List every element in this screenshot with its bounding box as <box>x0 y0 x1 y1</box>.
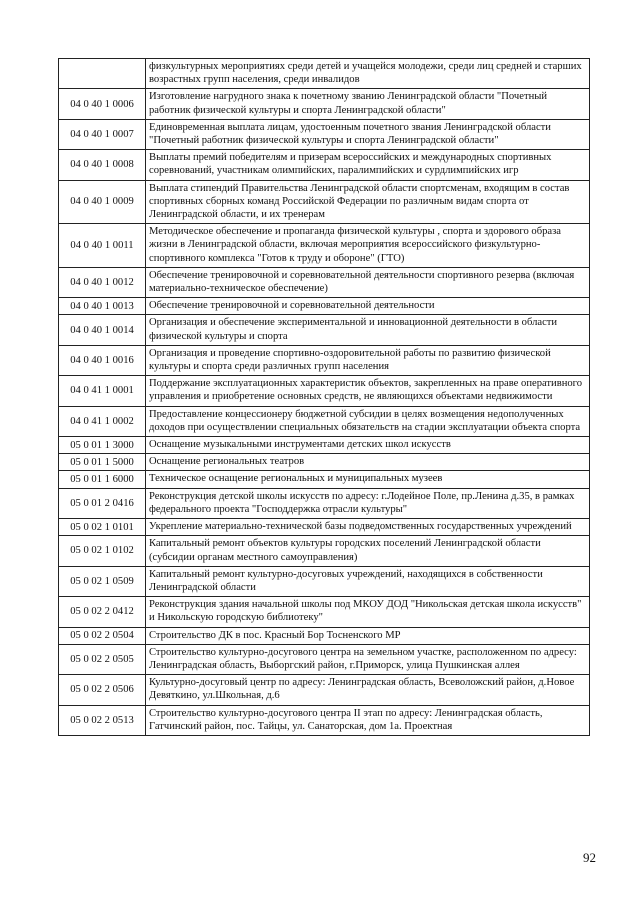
classification-code-cell: 05 0 01 2 0416 <box>59 488 146 518</box>
table-row <box>59 315 590 345</box>
classification-code-cell: 05 0 02 1 0101 <box>59 519 146 536</box>
table-row <box>59 437 590 454</box>
classification-code-cell: 04 0 40 1 0006 <box>59 89 146 119</box>
classification-code-cell: 05 0 02 2 0513 <box>59 705 146 735</box>
description-cell: Выплата стипендий Правительства Ленинградской области спортсменам, входящим в состав спортивных сборных команд Российской Федерации по различным видам спорта от Ленинградской области, и их тренерам <box>146 180 590 224</box>
description-cell: Организация и обеспечение экспериментальной и инновационной деятельности в области физической культуры и спорта <box>146 315 590 345</box>
table-row <box>59 519 590 536</box>
description-cell: Строительство культурно-досугового центра на земельном участке, расположенном по адресу: Ленинградская область, Выборгский район, г.Приморск, улица Пушкинская аллея <box>146 644 590 674</box>
classification-code-cell: 04 0 40 1 0011 <box>59 224 146 268</box>
table-row <box>59 224 590 268</box>
classification-code-cell: 04 0 40 1 0013 <box>59 298 146 315</box>
classification-code-cell: 04 0 40 1 0008 <box>59 150 146 180</box>
description-cell: Изготовление нагрудного знака к почетному званию Ленинградской области "Почетный работник физической культуры и спорта Ленинградской области" <box>146 89 590 119</box>
description-cell: Реконструкция детской школы искусств по адресу: г.Лодейное Поле, пр.Ленина д.35, в рамках федерального проекта "Господдержка отрасли культуры" <box>146 488 590 518</box>
classification-code-cell: 05 0 02 1 0509 <box>59 566 146 596</box>
table-row <box>59 59 590 89</box>
classification-code-cell: 05 0 01 1 3000 <box>59 437 146 454</box>
page-number: 92 <box>583 850 596 865</box>
table-row <box>59 627 590 644</box>
table-row <box>59 644 590 674</box>
table-row <box>59 705 590 735</box>
table-row <box>59 345 590 375</box>
table-row <box>59 267 590 297</box>
classification-code-cell: 04 0 40 1 0009 <box>59 180 146 224</box>
description-cell: Обеспечение тренировочной и соревновательной деятельности <box>146 298 590 315</box>
classification-code-cell: 04 0 40 1 0007 <box>59 119 146 149</box>
description-cell: Техническое оснащение региональных и муниципальных музеев <box>146 471 590 488</box>
description-cell: Капитальный ремонт объектов культуры городских поселений Ленинградской области (субсидии органам местного самоуправления) <box>146 536 590 566</box>
description-cell: Реконструкция здания начальной школы под МКОУ ДОД "Никольская детская школа искусств" и Никольскую городскую библиотеку" <box>146 597 590 627</box>
description-cell: Обеспечение тренировочной и соревновательной деятельности спортивного резерва (включая материально-техническое обеспечение) <box>146 267 590 297</box>
description-cell: Поддержание эксплуатационных характеристик объектов, закрепленных на праве оперативного управления и приобретение основных средств, не являющихся объектами недвижимости <box>146 376 590 406</box>
table-row <box>59 454 590 471</box>
classification-code-cell: 04 0 40 1 0016 <box>59 345 146 375</box>
description-cell: Выплаты премий победителям и призерам всероссийских и международных спортивных соревнований, участникам олимпийских, паралимпийских и сурдлимпийских игр <box>146 150 590 180</box>
classification-code-cell: 04 0 40 1 0014 <box>59 315 146 345</box>
classification-code-cell: 05 0 02 2 0505 <box>59 644 146 674</box>
description-cell: Предоставление концессионеру бюджетной субсидии в целях возмещения недополученных доходов при осуществлении специальных обязательств на стадии эксплуатации объекта спорта <box>146 406 590 436</box>
table-row <box>59 180 590 224</box>
table-row <box>59 376 590 406</box>
description-cell: физкультурных мероприятиях среди детей и учащейся молодежи, среди лиц средней и старших возрастных групп населения, среди инвалидов <box>146 59 590 89</box>
description-cell: Оснащение региональных театров <box>146 454 590 471</box>
description-cell: Единовременная выплата лицам, удостоенным почетного звания Ленинградской области "Почетный работник физической культуры и спорта Ленинградской области" <box>146 119 590 149</box>
classification-code-cell: 05 0 02 1 0102 <box>59 536 146 566</box>
table-row <box>59 488 590 518</box>
classification-code-cell: 04 0 41 1 0002 <box>59 406 146 436</box>
description-cell: Методическое обеспечение и пропаганда физической культуры , спорта и здорового образа жизни в Ленинградской области, включая мероприятия всероссийского физкультурно-спортивного комплекса "Готов к труду и обороне" (ГТО) <box>146 224 590 268</box>
description-cell: Оснащение музыкальными инструментами детских школ искусств <box>146 437 590 454</box>
description-cell: Культурно-досуговый центр по адресу: Ленинградская область, Всеволожский район, д.Новое Девяткино, ул.Школьная, д.6 <box>146 675 590 705</box>
classification-code-cell: 05 0 02 2 0506 <box>59 675 146 705</box>
classification-code-cell: 05 0 02 2 0504 <box>59 627 146 644</box>
table-body <box>59 59 590 736</box>
classification-code-cell: 04 0 40 1 0012 <box>59 267 146 297</box>
table-row <box>59 597 590 627</box>
table-row <box>59 675 590 705</box>
classification-code-cell: 04 0 41 1 0001 <box>59 376 146 406</box>
description-cell: Строительство культурно-досугового центра II этап по адресу: Ленинградская область, Гатчинский район, пос. Тайцы, ул. Санаторская, дом 1а. Проектная <box>146 705 590 735</box>
table-row <box>59 566 590 596</box>
description-cell: Капитальный ремонт культурно-досуговых учреждений, находящихся в собственности Ленинградской области <box>146 566 590 596</box>
description-cell: Организация и проведение спортивно-оздоровительной работы по развитию физической культуры и спорта среди различных групп населения <box>146 345 590 375</box>
table-row <box>59 298 590 315</box>
description-cell: Укрепление материально-технической базы подведомственных государственных учреждений <box>146 519 590 536</box>
table-row <box>59 536 590 566</box>
table-row <box>59 471 590 488</box>
classification-code-cell: 05 0 02 2 0412 <box>59 597 146 627</box>
classification-code-cell: 05 0 01 1 5000 <box>59 454 146 471</box>
table-row <box>59 406 590 436</box>
classification-code-cell <box>59 59 146 89</box>
table-row <box>59 150 590 180</box>
budget-classification-table <box>58 58 590 736</box>
description-cell: Строительство ДК в пос. Красный Бор Тосненского МР <box>146 627 590 644</box>
table-row <box>59 89 590 119</box>
classification-code-cell: 05 0 01 1 6000 <box>59 471 146 488</box>
table-row <box>59 119 590 149</box>
